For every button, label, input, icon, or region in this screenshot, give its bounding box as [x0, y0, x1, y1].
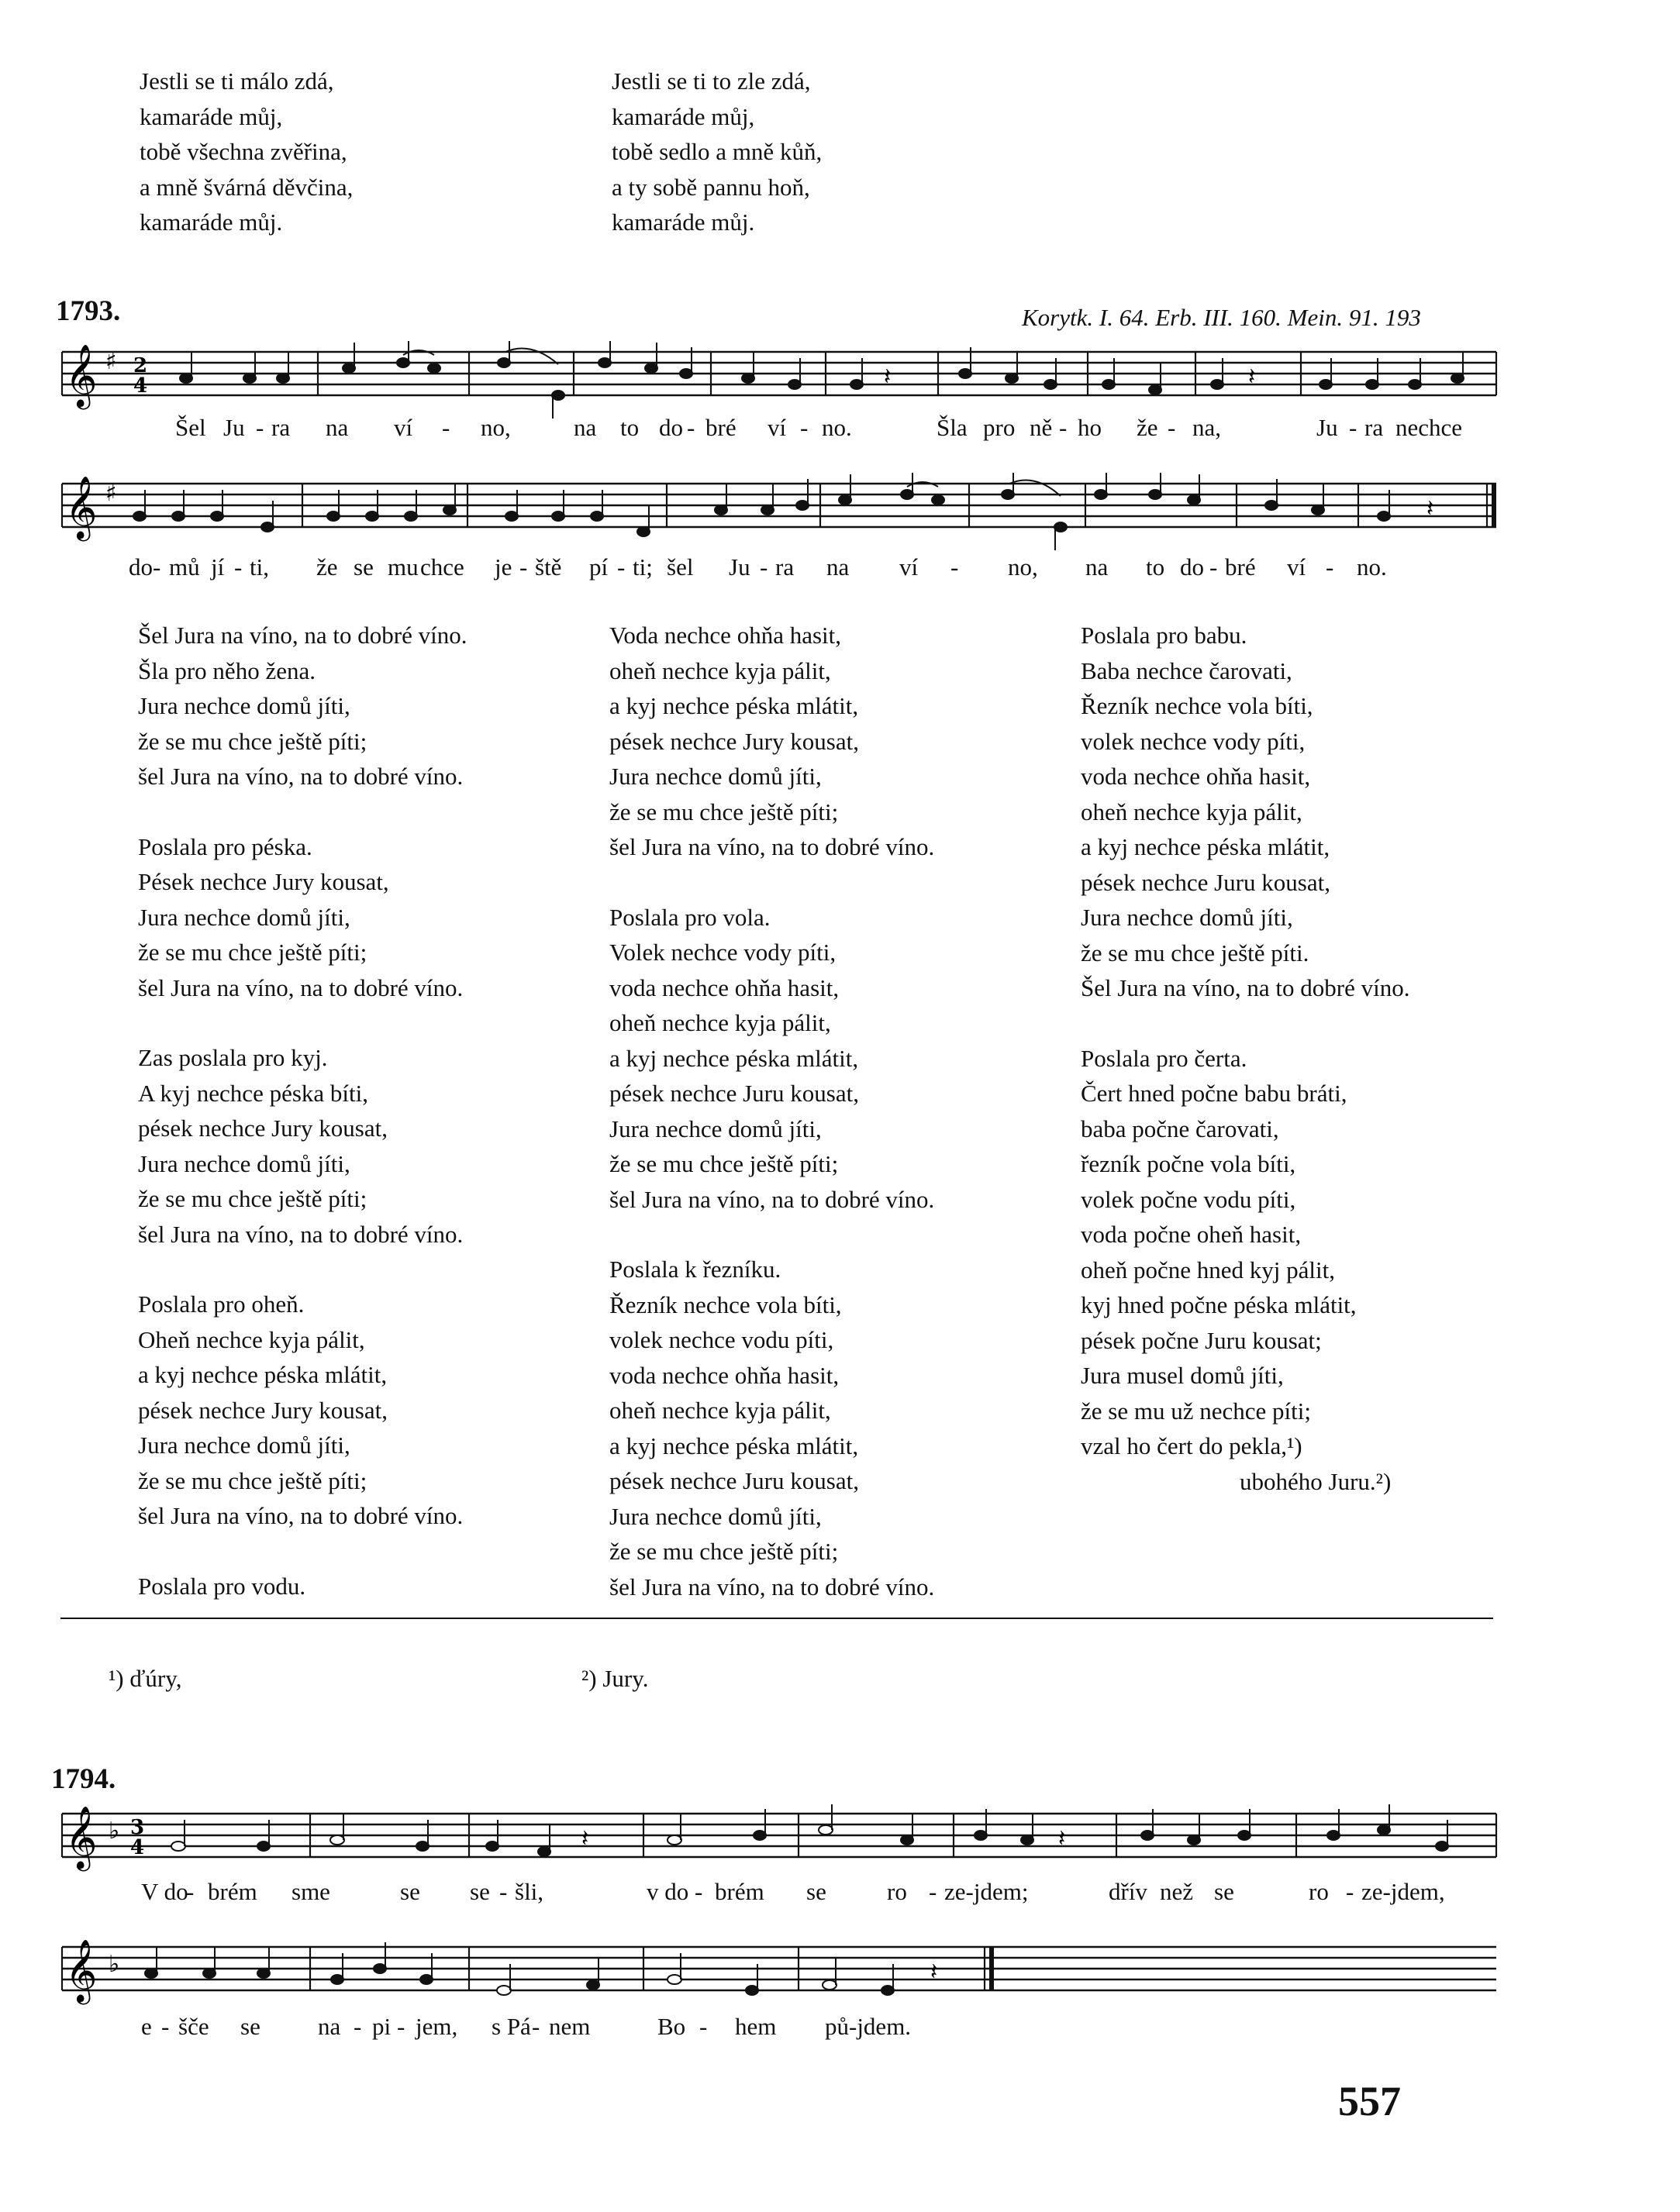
- lyric-syllable: v do: [647, 1878, 689, 1905]
- footnote-1: ¹) ďúry,: [109, 1665, 182, 1692]
- stanza: [609, 900, 934, 1218]
- verse-line: Voda nechce ohňa hasit,: [609, 622, 841, 649]
- verse-line: Řezník nechce vola bíti,: [609, 1290, 842, 1318]
- verse-line: Řezník nechce vola bíti,: [1081, 692, 1313, 719]
- song-number-1793: 1793.: [56, 295, 121, 327]
- verse-line: voda nechce ohňa hasit,: [609, 973, 840, 1001]
- verse-line: volek nechce vody píti,: [1081, 727, 1306, 755]
- lyric-syllable: jem,: [416, 2013, 458, 2040]
- lyric-syllable: -: [699, 2013, 708, 2040]
- verse-line: Poslala k řezníku.: [609, 1256, 781, 1283]
- lyric-syllable: -: [442, 414, 450, 441]
- lyric-syllable: -: [1349, 414, 1357, 441]
- lyric-syllable: to: [1146, 553, 1165, 581]
- verses-1793-column2: [609, 618, 934, 1639]
- lyric-syllable: ro: [887, 1878, 907, 1905]
- verse-line: Šla pro něho žena.: [138, 656, 316, 684]
- verse-line: a kyj nechce péska mlátit,: [1081, 833, 1330, 860]
- verse-line: pések nechce Juru kousat,: [609, 1467, 859, 1494]
- stanza: [138, 1040, 467, 1252]
- svg-text:3: 3: [130, 1816, 145, 1839]
- lyric-syllable: šli,: [515, 1878, 544, 1905]
- verse-line: šel Jura na víno, na to dobré víno.: [609, 833, 935, 860]
- verse-line: a kyj nechce péska mlátit,: [609, 1044, 859, 1072]
- verse-line: že se mu chce ještě píti;: [138, 939, 367, 966]
- verse-line: Jestli se ti málo zdá,: [140, 67, 334, 95]
- lyric-syllable: -: [397, 2013, 405, 2040]
- lyric-syllable: -: [617, 553, 626, 581]
- verse-line: oheň nechce kyja pálit,: [1081, 798, 1302, 825]
- verse-line: kyj hned počne péska mlátit,: [1081, 1291, 1357, 1318]
- lyric-syllable: že: [316, 553, 338, 581]
- verse-line: Pések nechce Jury kousat,: [138, 868, 389, 895]
- lyric-syllable: bré: [1225, 553, 1256, 581]
- verse-line: šel Jura na víno, na to dobré víno.: [138, 1220, 464, 1248]
- lyric-syllable: na: [1085, 553, 1109, 581]
- verse-line: že se mu chce ještě píti;: [138, 1466, 367, 1494]
- lyric-syllable: jí: [211, 553, 225, 581]
- verse-line: kamaráde můj,: [612, 102, 755, 130]
- verse-line: oheň nechce kyja pálit,: [609, 656, 831, 684]
- verse-line: oheň nechce kyja pálit,: [609, 1009, 831, 1036]
- lyric-syllable: ra: [775, 553, 795, 581]
- verse-line: že se mu chce ještě píti;: [138, 727, 367, 755]
- lyric-syllable: -: [1059, 414, 1068, 441]
- verse-line: tobě všechna zvěřina,: [140, 138, 347, 165]
- verse-line: voda nechce ohňa hasit,: [609, 1361, 840, 1389]
- lyric-syllable: Šel: [175, 414, 206, 441]
- verse-line: Čert hned počne babu bráti,: [1081, 1080, 1347, 1107]
- verse-line: Jura nechce domů jíti,: [138, 692, 350, 719]
- verse-line: kamaráde můj.: [140, 208, 283, 236]
- lyric-syllable: -: [161, 2013, 170, 2040]
- verse-line: a mně švárná děvčina,: [140, 173, 354, 201]
- lyric-syllable: -: [234, 553, 243, 581]
- lyric-syllable: na: [326, 414, 349, 441]
- verse-line: že se mu chce ještě píti;: [609, 1150, 839, 1177]
- verses-1793-column3: [1081, 618, 1409, 1534]
- song-number-1794: 1794.: [51, 1763, 116, 1795]
- lyric-syllable: -: [499, 1878, 508, 1905]
- stanza: [1081, 1041, 1409, 1500]
- lyric-syllable: chce: [420, 553, 464, 581]
- music-staff-1794-line2: [47, 1936, 1504, 2014]
- verse-line: že se mu chce ještě píti;: [609, 798, 839, 825]
- verse-line: Jura nechce domů jíti,: [609, 1115, 822, 1142]
- verse-line: pések počne Juru kousat;: [1081, 1326, 1322, 1354]
- lyric-syllable: ra: [271, 414, 291, 441]
- svg-text:4: 4: [133, 374, 148, 398]
- lyric-syllable: no,: [481, 414, 511, 441]
- svg-text:4: 4: [130, 1836, 145, 1859]
- lyric-syllable: na: [574, 414, 597, 441]
- verse-line: Jura nechce domů jíti,: [609, 763, 822, 790]
- stanza: [1081, 618, 1409, 1006]
- lyric-syllable: no.: [822, 414, 852, 441]
- footnote-divider: [60, 1618, 1493, 1619]
- lyric-syllable: pi: [372, 2013, 392, 2040]
- verse-line: tobě sedlo a mně kůň,: [612, 138, 823, 165]
- verse-line: oheň nechce kyja pálit,: [609, 1397, 831, 1424]
- verse-line: že se mu chce ještě píti;: [609, 1538, 839, 1565]
- verse-line: Poslala pro vola.: [609, 903, 771, 931]
- lyric-syllable: mu: [388, 553, 419, 581]
- lyric-syllable: šče: [178, 2013, 209, 2040]
- stanza: [138, 829, 467, 1006]
- lyric-syllable: ro: [1309, 1878, 1329, 1905]
- lyric-syllable: ho: [1078, 414, 1102, 441]
- verse-line: a kyj nechce péska mlátit,: [609, 692, 859, 719]
- verse-line: že se mu už nechce píti;: [1081, 1397, 1311, 1425]
- treble-clef-icon: 𝄞: [65, 1938, 98, 2002]
- stanza: [609, 618, 934, 865]
- lyric-syllable: -: [1326, 553, 1334, 581]
- stanza: [138, 618, 467, 794]
- lyric-syllable: ví: [394, 414, 413, 441]
- verse-line: ubohého Juru.²): [1240, 1467, 1392, 1495]
- footnote-2: ²) Jury.: [581, 1665, 649, 1692]
- verse-line: a kyj nechce péska mlátit,: [138, 1361, 388, 1388]
- lyric-syllable: -: [760, 553, 768, 581]
- verse-line: voda nechce ohňa hasit,: [1081, 763, 1311, 790]
- lyric-syllable: než: [1160, 1878, 1194, 1905]
- stanza: [138, 1287, 467, 1534]
- lyric-syllable: se: [470, 1878, 490, 1905]
- verse-line: kamaráde můj,: [140, 102, 283, 130]
- lyrics-1793-line2: [47, 553, 1504, 584]
- lyric-syllable: ra: [1364, 414, 1384, 441]
- verses-1793-column1: [138, 618, 467, 1638]
- treble-clef-icon: 𝄞: [65, 1805, 98, 1869]
- previous-song-verse-left: [140, 64, 353, 240]
- lyric-syllable: -: [695, 1878, 703, 1905]
- verse-line: šel Jura na víno, na to dobré víno.: [138, 973, 464, 1001]
- verse-line: Baba nechce čarovati,: [1081, 656, 1292, 684]
- lyric-syllable: ti,: [250, 553, 269, 581]
- lyric-syllable: do-: [129, 553, 161, 581]
- svg-text:𝄽: 𝄽: [1248, 363, 1256, 391]
- lyric-syllable: se: [240, 2013, 260, 2040]
- lyric-syllable: -: [186, 1878, 195, 1905]
- lyric-syllable: -: [687, 414, 695, 441]
- lyrics-1794-line2: [47, 2013, 1504, 2044]
- verse-line: A kyj nechce péska bíti,: [138, 1079, 368, 1107]
- lyric-syllable: brém: [208, 1878, 257, 1905]
- lyric-syllable: -: [532, 2013, 540, 2040]
- svg-text:𝄽: 𝄽: [581, 1825, 589, 1852]
- lyric-syllable: Ju: [729, 553, 750, 581]
- verse-line: volek nechce vodu píti,: [609, 1326, 834, 1353]
- lyric-syllable: se: [354, 553, 374, 581]
- lyric-syllable: -: [519, 553, 528, 581]
- lyric-syllable: bré: [705, 414, 737, 441]
- lyric-syllable: -: [800, 414, 809, 441]
- lyric-syllable: -: [950, 553, 959, 581]
- verse-line: Poslala pro vodu.: [138, 1572, 306, 1600]
- lyric-syllable: že: [1137, 414, 1158, 441]
- lyric-syllable: na: [826, 553, 850, 581]
- verse-line: pések nechce Jury kousat,: [609, 727, 859, 755]
- verse-line: baba počne čarovati,: [1081, 1115, 1279, 1142]
- lyric-syllable: na,: [1192, 414, 1222, 441]
- svg-text:𝄽: 𝄽: [1058, 1825, 1066, 1852]
- lyric-syllable: -: [256, 414, 264, 441]
- lyric-syllable: ví: [899, 553, 919, 581]
- verse-line: šel Jura na víno, na to dobré víno.: [138, 1502, 464, 1529]
- lyric-syllable: šel: [667, 553, 694, 581]
- lyric-syllable: brém: [715, 1878, 764, 1905]
- verse-line: Zas poslala pro kyj.: [138, 1044, 328, 1071]
- verse-line: řezník počne vola bíti,: [1081, 1150, 1296, 1177]
- verse-line: šel Jura na víno, na to dobré víno.: [609, 1573, 935, 1600]
- lyric-syllable: pro: [983, 414, 1016, 441]
- verse-line: šel Jura na víno, na to dobré víno.: [138, 763, 464, 790]
- lyric-syllable: je: [495, 553, 512, 581]
- page-number: 557: [1338, 2078, 1401, 2124]
- lyric-syllable: -: [1168, 414, 1176, 441]
- verse-line: Volek nechce vody píti,: [609, 939, 837, 966]
- lyric-syllable: -: [1209, 553, 1218, 581]
- verse-line: Jestli se ti to zle zdá,: [612, 67, 811, 95]
- verse-line: Poslala pro čerta.: [1081, 1044, 1247, 1072]
- lyric-syllable: pů-jdem.: [825, 2013, 912, 2040]
- flat-icon: ♭: [109, 1951, 120, 1978]
- lyric-syllable: to: [620, 414, 640, 441]
- lyric-syllable: -: [354, 2013, 362, 2040]
- lyric-syllable: na: [318, 2013, 341, 2040]
- lyric-syllable: mů: [169, 553, 200, 581]
- lyric-syllable: -: [1346, 1878, 1354, 1905]
- verse-line: a ty sobě pannu hoň,: [612, 173, 810, 201]
- lyric-syllable: do: [1180, 553, 1204, 581]
- song-source-reference: Korytk. I. 64. Erb. III. 160. Mein. 91. 193: [1022, 304, 1421, 331]
- lyric-syllable: s Pá: [492, 2013, 531, 2040]
- lyric-syllable: sme: [291, 1878, 330, 1905]
- verse-line: volek počne vodu píti,: [1081, 1185, 1296, 1213]
- lyric-syllable: se: [1214, 1878, 1234, 1905]
- verse-line: pések nechce Juru kousat,: [609, 1080, 859, 1107]
- lyrics-1794-line1: [47, 1878, 1504, 1909]
- verse-line: Jura musel domů jíti,: [1081, 1362, 1284, 1389]
- lyric-syllable: e: [141, 2013, 152, 2040]
- verse-line: kamaráde můj.: [612, 208, 755, 236]
- lyric-syllable: no.: [1357, 553, 1387, 581]
- verse-line: Jura nechce domů jíti,: [138, 903, 350, 931]
- lyric-syllable: Šla: [937, 414, 968, 441]
- lyric-syllable: nechce: [1395, 414, 1463, 441]
- verse-line: Jura nechce domů jíti,: [1081, 904, 1293, 931]
- lyric-syllable: ví: [768, 414, 787, 441]
- stanza: [138, 1569, 467, 1604]
- lyric-syllable: nem: [549, 2013, 591, 2040]
- verse-line: Šel Jura na víno, na to dobré víno.: [138, 622, 467, 649]
- verse-line: že se mu chce ještě píti.: [1081, 939, 1309, 966]
- verse-line: pések nechce Jury kousat,: [138, 1396, 388, 1424]
- svg-text:𝄽: 𝄽: [884, 363, 892, 391]
- flat-icon: ♭: [109, 1817, 120, 1845]
- verse-line: Poslala pro péska.: [138, 832, 312, 860]
- stanza: [609, 1252, 934, 1604]
- sharp-icon: ♯: [105, 480, 117, 507]
- music-staff-1794-line1: [47, 1803, 1504, 1880]
- lyric-syllable: V do: [141, 1878, 188, 1905]
- svg-text:𝄽: 𝄽: [1426, 495, 1434, 522]
- lyric-syllable: ště: [535, 553, 562, 581]
- lyric-syllable: Bo: [657, 2013, 686, 2040]
- lyric-syllable: ze-jdem;: [944, 1878, 1029, 1905]
- lyric-syllable: Ju: [223, 414, 245, 441]
- verse-line: pések nechce Juru kousat,: [1081, 868, 1330, 896]
- verse-line: Jura nechce domů jíti,: [609, 1502, 822, 1530]
- lyric-syllable: no,: [1008, 553, 1038, 581]
- verse-line: Poslala pro oheň.: [138, 1290, 305, 1318]
- verse-line: šel Jura na víno, na to dobré víno.: [609, 1185, 935, 1213]
- verse-line: a kyj nechce péska mlátit,: [609, 1432, 859, 1459]
- lyric-syllable: ně: [1030, 414, 1053, 441]
- lyric-syllable: do: [659, 414, 683, 441]
- treble-clef-icon: 𝄞: [65, 475, 98, 539]
- verse-line: oheň počne hned kyj pálit,: [1081, 1256, 1335, 1283]
- verse-line: voda počne oheň hasit,: [1081, 1221, 1302, 1248]
- lyric-syllable: ti;: [633, 553, 653, 581]
- lyric-syllable: -: [929, 1878, 937, 1905]
- lyrics-1793-line1: [47, 414, 1504, 445]
- lyric-syllable: hem: [735, 2013, 777, 2040]
- lyric-syllable: se: [806, 1878, 826, 1905]
- verse-line: Poslala pro babu.: [1081, 622, 1247, 649]
- verse-line: že se mu chce ještě píti;: [138, 1185, 367, 1212]
- lyric-syllable: ví: [1287, 553, 1306, 581]
- verse-line: pések nechce Jury kousat,: [138, 1115, 388, 1142]
- lyric-syllable: ze-jdem,: [1361, 1878, 1445, 1905]
- verse-line: Jura nechce domů jíti,: [138, 1432, 350, 1459]
- sharp-icon: ♯: [105, 348, 117, 375]
- verse-line: Jura nechce domů jíti,: [138, 1149, 350, 1177]
- svg-text:𝄽: 𝄽: [930, 1959, 938, 1986]
- svg-text:2: 2: [133, 354, 148, 377]
- previous-song-verse-right: [612, 64, 822, 240]
- verse-line: Oheň nechce kyja pálit,: [138, 1325, 365, 1353]
- treble-clef-icon: 𝄞: [65, 343, 98, 407]
- lyric-syllable: Ju: [1316, 414, 1338, 441]
- music-staff-1793-line2: [47, 473, 1504, 558]
- lyric-syllable: pí: [589, 553, 609, 581]
- verse-line: Šel Jura na víno, na to dobré víno.: [1081, 974, 1410, 1001]
- lyric-syllable: se: [400, 1878, 420, 1905]
- verse-line: vzal ho čert do pekla,¹): [1081, 1432, 1302, 1459]
- lyric-syllable: dřív: [1109, 1878, 1147, 1905]
